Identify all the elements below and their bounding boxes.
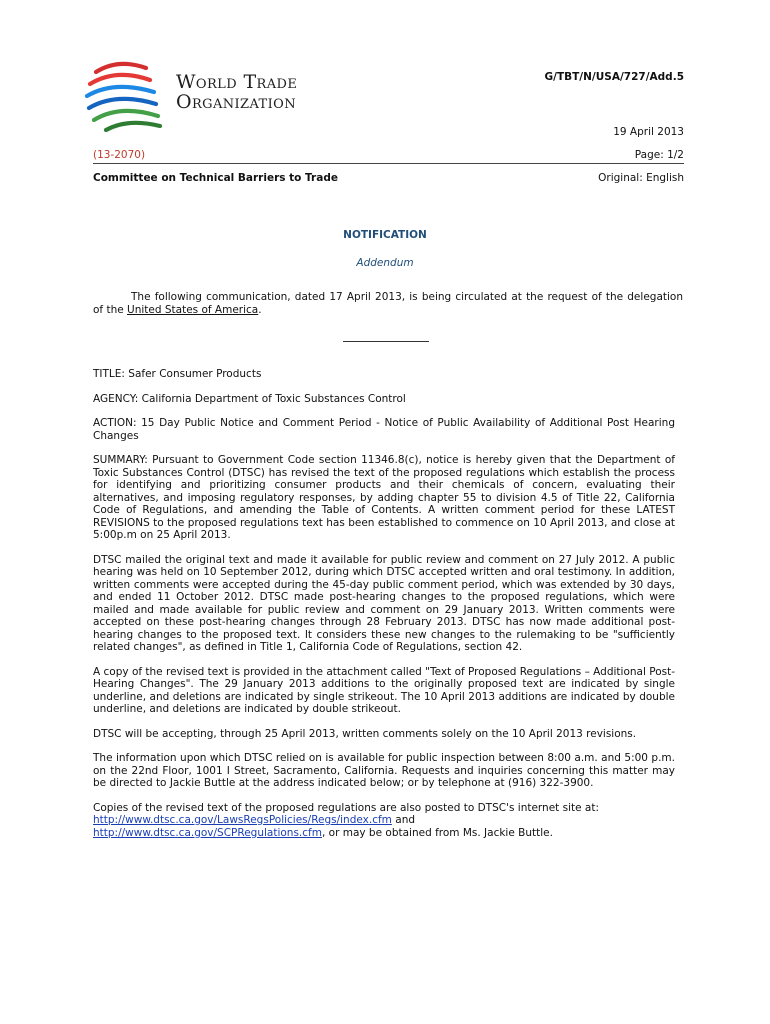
copies-paragraph xyxy=(93,802,675,840)
summary-paragraph: SUMMARY: Pursuant to Government Code section 11346.8(c), notice is hereby given that the Department of Toxic Substances Control (DTSC) has revised the text of the proposed regulations which establish the process for identifying and prioritizing consumer products and their chemicals of concern, evaluating their alternatives, and imposing regulatory responses, by adding chapter 55 to division 4.5 of Title 22, California Code of Regulations, and amending the Table of Contents. A written comment period for these LATEST REVISIONS to the proposed regulations text has been established to commence on 10 April 2013, and close at 5:00p.m on 25 April 2013. xyxy=(93,454,675,541)
scp-regulations-link[interactable]: http://www.dtsc.ca.gov/SCPRegulations.cfm xyxy=(93,826,322,839)
copies-end: , or may be obtained from Ms. Jackie Buttle. xyxy=(321,826,553,839)
copies-intro: Copies of the revised text of the proposed regulations are also posted to DTSC's internet site at: xyxy=(93,801,600,814)
agency-line: AGENCY: California Department of Toxic Substances Control xyxy=(93,392,406,405)
document-date: 19 April 2013 xyxy=(613,126,684,138)
reference-number: (13-2070) xyxy=(93,149,146,161)
notification-title: NOTIFICATION xyxy=(343,229,427,241)
country-name: United States of America xyxy=(127,304,259,316)
regs-index-link[interactable]: http://www.dtsc.ca.gov/LawsRegsPolicies/Regs/index.cfm xyxy=(93,814,392,826)
copy-paragraph: A copy of the revised text is provided in the attachment called "Text of Proposed Regulations – Additional Post-Hearing Changes". The 29 January 2013 additions to the originally proposed text are indicated by single underline, and deletions are indicated by single strikeout. The 10 April 2013 additions are indicated by double underline, and deletions are indicated by double strikeout. xyxy=(93,665,675,715)
mailed-paragraph: DTSC mailed the original text and made it available for public review and comment on 27 July 2012. A public hearing was held on 10 September 2012, during which DTSC accepted written and oral testimony. In addition, written comments were accepted during the 45-day public comment period, which was extended by 30 days, and ended 11 October 2012. DTSC made post-hearing changes to the proposed regulations, which were mailed and made available for public review and comment on 29 January 2013. Written comments were accepted on these post-hearing changes through 28 February 2013. DTSC has now made additional post-hearing changes to the proposed text. It considers these new changes to the rulemaking to be "sufficiently related changes", as defined in Title 1, California Code of Regulations, section 42. xyxy=(93,553,675,653)
organization-name xyxy=(176,72,297,112)
original-language: Original: English xyxy=(598,172,684,184)
page-indicator: Page: 1/2 xyxy=(634,149,684,161)
org-name-line1: World Trade xyxy=(176,71,298,93)
header-divider xyxy=(93,163,684,164)
accepting-paragraph: DTSC will be accepting, through 25 April 2013, written comments solely on the 10 April 2013 revisions. xyxy=(93,727,637,740)
title-line: TITLE: Safer Consumer Products xyxy=(93,368,262,380)
wto-logo-icon xyxy=(84,58,168,134)
notification-body xyxy=(93,368,675,851)
action-line: ACTION: 15 Day Public Notice and Comment Period - Notice of Public Availability of Additional Post Hearing Changes xyxy=(93,417,675,442)
committee-name: Committee on Technical Barriers to Trade xyxy=(93,172,338,184)
document-symbol: G/TBT/N/USA/727/Add.5 xyxy=(544,71,684,83)
section-divider xyxy=(343,341,429,342)
intro-end: . xyxy=(258,304,262,316)
info-paragraph: The information upon which DTSC relied on is available for public inspection between 8:00 a.m. and 5:00 p.m. on the 22nd Floor, 1001 I Street, Sacramento, California. Requests and inquiries concerning this matter may be directed to Jackie Buttle at the address indicated below; or by telephone at (916) 322-3900. xyxy=(93,752,675,789)
addendum-subtitle: Addendum xyxy=(356,257,414,269)
intro-text: The following communication, dated 17 April 2013, is being circulated at the request of the delegation of the xyxy=(93,291,683,316)
intro-paragraph xyxy=(93,291,683,317)
link-and: and xyxy=(391,814,416,826)
org-name-line2: Organization xyxy=(176,91,296,113)
